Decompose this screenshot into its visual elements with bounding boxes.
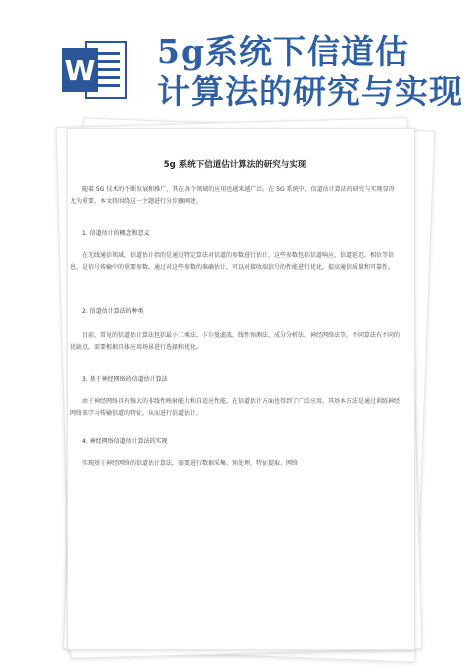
section-heading bbox=[70, 436, 400, 448]
section-paragraph: 实现基于神经网络的信道估计算法，需要进行数据采集、预处理、特征提取、网络 bbox=[82, 460, 299, 467]
section-heading bbox=[70, 374, 400, 386]
section-heading-text: 3. 基于神经网络的信道估计算法 bbox=[82, 376, 168, 383]
section-paragraph: 由于神经网络具有强大的非线性映射能力和自适应性能，在信道估计方面也得到了广泛应用。其基本方法是通过训练神经网络来学习传输信道的特征，从而进行信道估计。 bbox=[70, 398, 401, 417]
word-document-icon bbox=[60, 38, 130, 102]
document-title: 5g 系统下信道估计算法的研究与实现 bbox=[163, 160, 307, 170]
section-heading-text: 1. 信道估计的概念和意义 bbox=[82, 230, 150, 237]
section-heading bbox=[70, 228, 400, 240]
section-heading bbox=[70, 306, 400, 318]
section-heading-text: 2. 信道估计算法的种类 bbox=[82, 308, 144, 315]
section-heading-text: 4. 神经网络信道估计算法的实现 bbox=[82, 438, 168, 445]
banner-title-line-2: 计算法的研究与实现 bbox=[157, 72, 463, 111]
word-icon-letter: W bbox=[64, 54, 96, 87]
intro-paragraph: 随着 5G 技术的不断发展和推广，其在各个领域的应用也越来越广泛。在 5G 系统中，信道估计算法的研究与实现显得尤为重要。本文将围绕这一主题进行分步骤阐述。 bbox=[70, 186, 395, 205]
section-paragraph: 在无线通信领域，信道估计指的是通过特定算法对信道的参数进行估计。这些参数包括信道响应、信道延迟、相位等信息，是信号传输中的重要参数。通过对这些参数的准确估计，可以对接收端信号的性能进行优化，提高通信质量和可靠性。 bbox=[70, 252, 395, 271]
banner bbox=[0, 0, 474, 120]
banner-title-line-1: 5g系统下信道估 bbox=[157, 32, 410, 71]
section-paragraph: 目前，常见的信道估计算法包括最小二乘法、卡尔曼滤波、线性预测法、成分分析法、神经网络法等。不同算法有不同的优缺点，需要根据具体应用场景进行选择和优化。 bbox=[70, 332, 401, 351]
